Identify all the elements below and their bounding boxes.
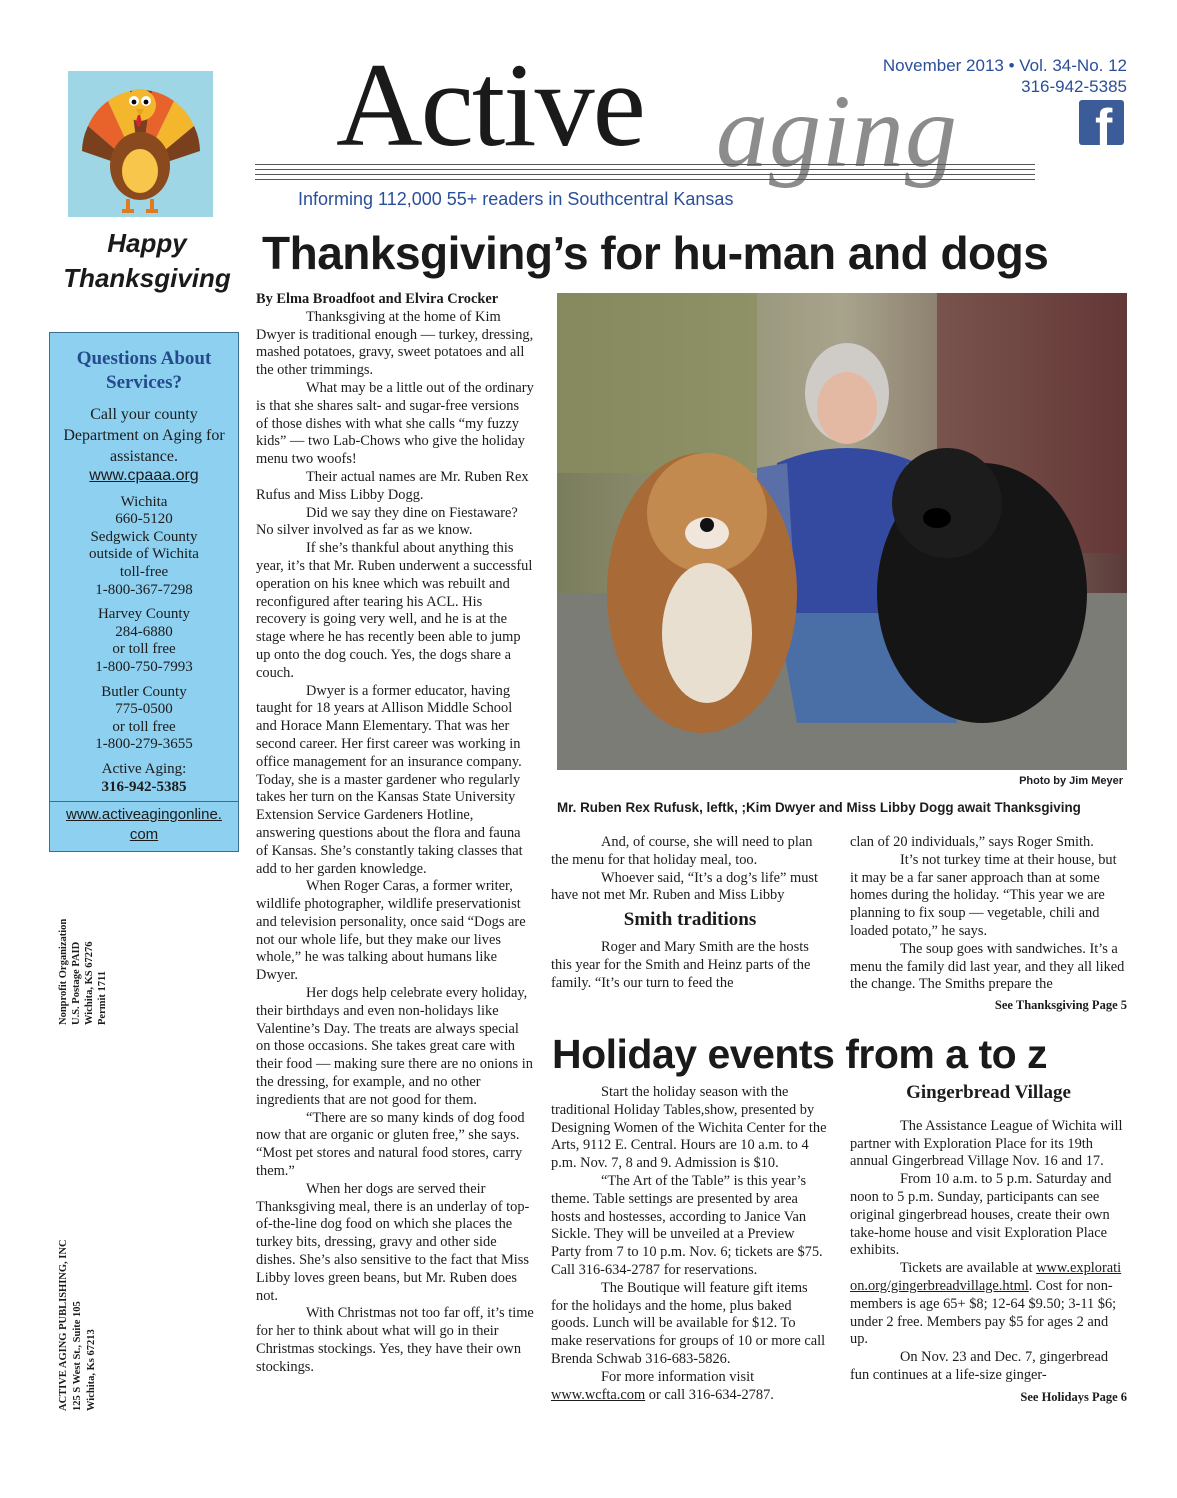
butler-contact	[50, 684, 238, 754]
paragraph: Start the holiday season with the traditional Holiday Tables,show, presented by Designing Women of the Wichita Center for the Arts, 9112 E. Central. Hours are 10 a.m. to 4 p.m. Nov. 7, 8 and 9. Admission is $10.	[551, 1084, 827, 1172]
paragraph: Whoever said, “It’s a dog’s life” must have not met Mr. Ruben and Miss Libby	[551, 869, 818, 904]
contact-line: outside of Wichita	[89, 546, 199, 563]
contact-line: or toll free	[112, 718, 176, 735]
story1-column-1	[256, 291, 534, 1377]
paragraph: If she’s thankful about anything this year, it’s that Mr. Ruben underwent a successful operation on his knee which was rebuilt and reconfigured after tearing his ACL. His recovery is going very well, and he is at the stage where he has recently been able to jump up onto the dog couch. Yes, the dogs share a couch.	[256, 540, 533, 681]
jump-line-holidays[interactable]: See Holidays Page 6	[1020, 1389, 1127, 1404]
postage-line: Wichita, KS 67276	[84, 941, 95, 1025]
postage-line: Permit 1711	[97, 971, 108, 1025]
subhead-smith-traditions: Smith traditions	[623, 909, 757, 931]
masthead-rule	[255, 174, 1035, 175]
paragraph: Roger and Mary Smith are the hosts this year for the Smith and Heinz parts of the family. “It’s our turn to feed the	[551, 938, 811, 991]
text-fragment: or call 316-634-2787.	[645, 1386, 774, 1403]
paragraph: It’s not turkey time at their house, but it may be a far saner approach than at some homes during the holiday. “This year we are planning to fix soup — vegetable, chili and loaded potato,” he says.	[850, 851, 1117, 939]
byline: By Elma Broadfoot and Elvira Crocker	[256, 291, 499, 307]
paragraph: From 10 a.m. to 5 p.m. Saturday and noon to 5 p.m. Sunday, participants can see original gingerbread houses, create their own take-home house and visit Exploration Place exhibits.	[850, 1171, 1112, 1259]
services-box	[49, 332, 239, 852]
contact-line: 1-800-750-7993	[95, 658, 193, 675]
paragraph: What may be a little out of the ordinary is that she shares salt- and sugar-free versions of those dishes with what she calls “my fuzzy kids” — two Lab-Chows who give the holiday menu two woofs!	[256, 379, 534, 468]
contact-line: 775-0500	[115, 701, 173, 718]
subhead-gingerbread-village: Gingerbread Village	[906, 1082, 1071, 1103]
paragraph	[551, 1369, 827, 1405]
paragraph: When Roger Caras, a former writer, wildlife photographer, wildlife preservationist and television personality, once said “Dogs are not our whole life, but they make our lives whole,” he was talking about humans like Dwyer.	[256, 878, 526, 984]
publisher-line: ACTIVE AGING PUBLISHING, INC	[58, 1239, 69, 1411]
issue-info: November 2013 • Vol. 34-No. 12	[882, 56, 1127, 75]
story-photo	[557, 293, 1127, 770]
wcfta-link[interactable]: www.wcfta.com	[551, 1386, 646, 1403]
text-fragment: . Cost for non-members is age 65+ $8; 12-64 $9.50; 3-11 $6; under 2 free. Members pay $5 for ages 2 and up.	[850, 1277, 1117, 1348]
paragraph	[850, 1260, 1127, 1349]
facebook-icon[interactable]	[1079, 100, 1124, 145]
text-fragment: Tickets are available at	[900, 1260, 1037, 1277]
paragraph: With Christmas not too far off, it’s time for her to think about what will go in their Christmas stockings. Yes, they have their own stockings.	[256, 1305, 534, 1375]
wichita-contact	[50, 494, 238, 600]
services-box-intro: Call your county Department on Aging for assistance.	[63, 406, 225, 465]
contact-line: 284-6880	[115, 623, 173, 640]
paragraph: clan of 20 individuals,” says Roger Smith.	[850, 834, 1094, 850]
facebook-glyph: f	[1095, 100, 1113, 145]
masthead-rule	[255, 164, 1035, 165]
contact-line: Wichita	[120, 493, 168, 510]
paragraph: The Boutique will feature gift items for the holidays and the home, plus baked goods. Lunch will be available for $12. To make reservations for groups of 10 or more call Brenda Schwab 316-683-5826.	[551, 1279, 826, 1367]
paragraph: Her dogs help celebrate every holiday, their birthdays and even non-holidays like Valentine’s Day. The treats are always special on those occasions. She takes great care with their food — making sure there are no onions in the dressing, for example, and no other ingredients that are not good for them.	[256, 985, 533, 1108]
harvey-contact	[50, 606, 238, 676]
masthead-script: aging	[716, 74, 958, 189]
story1-headline: Thanksgiving’s for hu-man and dogs	[262, 227, 1049, 279]
story2-headline: Holiday events from a to z	[552, 1031, 1048, 1077]
masthead-phone: 316-942-5385	[1021, 77, 1127, 96]
contact-line: 1-800-279-3655	[95, 736, 193, 753]
jump-line-thanksgiving[interactable]: See Thanksgiving Page 5	[994, 998, 1127, 1013]
paragraph: On Nov. 23 and Dec. 7, gingerbread fun continues at a life-size ginger-	[850, 1349, 1109, 1383]
turkey-clipart	[68, 71, 213, 217]
contact-line: Butler County	[101, 683, 187, 700]
postage-line: U.S. Postage PAID	[71, 941, 82, 1025]
contact-line: 660-5120	[115, 511, 173, 528]
exploration-link[interactable]: www.exploration.org/gingerbreadvillage.html	[850, 1260, 1122, 1294]
contact-line: or toll free	[112, 641, 176, 658]
publisher-address	[57, 1239, 99, 1411]
contact-line: Active Aging:	[101, 760, 187, 777]
contact-line: toll-free	[119, 563, 169, 580]
happy-thanksgiving	[52, 226, 242, 296]
story2-column-1	[551, 1084, 827, 1404]
photo-caption: Mr. Ruben Rex Rufusk, leftk, ;Kim Dwyer and Miss Libby Dogg await Thanksgiving	[557, 800, 1081, 815]
masthead-tagline: Informing 112,000 55+ readers in Southcentral Kansas	[298, 189, 734, 209]
masthead-rule	[255, 169, 1035, 170]
cpaaa-link[interactable]: www.cpaaa.org	[89, 467, 199, 484]
publisher-line: Wichita, Ks 67213	[86, 1329, 97, 1411]
paragraph: Dwyer is a former educator, having taught for 18 years at Allison Middle School and Horace Mann Elementary. That was her second career. Her first career was working in office management for an insurance company. Today, she is a master gardener who regularly takes her turn on the Kansas State University Extension Service Gardeners Hotline, answering questions about the flora and fauna of Kansas. She’s constantly taking classes that add to her garden knowledge.	[256, 682, 523, 877]
contact-line: Sedgwick County	[90, 528, 198, 545]
photo-credit: Photo by Jim Meyer	[1019, 775, 1123, 787]
contact-line: 1-800-367-7298	[95, 581, 193, 598]
photo-woman-with-dogs	[557, 293, 1127, 770]
paragraph: When her dogs are served their Thanksgiving meal, there is an underlay of top-of-the-line dog food on which she places the turkey bits, dressing, gravy and other side dishes. She’s also sensitive to the fact that Miss Libby loves green beans, but Mr. Ruben does not.	[256, 1180, 530, 1304]
active-aging-contact	[50, 761, 238, 796]
story2-column-2	[850, 1084, 1127, 1407]
paragraph: And, of course, she will need to plan the menu for that holiday meal, too.	[551, 834, 813, 868]
paragraph: The soup goes with sandwiches. It’s a menu the family did last year, and they all liked the change. The Smiths prepare the	[850, 940, 1125, 993]
paragraph: The Assistance League of Wichita will partner with Exploration Place for its 19th annual Gingerbread Village Nov. 16 and 17.	[850, 1117, 1123, 1170]
masthead-title: Active	[336, 38, 644, 171]
masthead-rule	[255, 179, 1035, 180]
story1-column-2	[551, 834, 829, 992]
turkey-icon	[68, 71, 213, 217]
contact-line: 316-942-5385	[101, 778, 187, 795]
services-box-title: Questions About Services?	[76, 348, 212, 393]
postage-line: Nonprofit Organization	[58, 918, 69, 1025]
contact-line: Harvey County	[97, 606, 191, 623]
postage-indicia	[57, 919, 109, 1025]
activeaging-link[interactable]	[50, 801, 238, 845]
paragraph: Thanksgiving at the home of Kim Dwyer is traditional enough — turkey, dressing, mashed potatoes, gravy, sweet potatoes and all the other trimmings.	[256, 308, 534, 379]
greeting-line: Thanksgiving	[63, 263, 231, 293]
story1-column-3	[850, 834, 1127, 1015]
greeting-line: Happy	[107, 228, 187, 258]
paragraph: Their actual names are Mr. Ruben Rex Rufus and Miss Libby Dogg.	[256, 468, 529, 503]
paragraph: “The Art of the Table” is this year’s theme. Table settings are presented by area hosts and hostesses, according to Janice Van Sickle. They will be unveiled at a Preview Party from 7 to 10 p.m. Nov. 6; tickets are $75. Call 316-634-2787 for reservations.	[551, 1172, 823, 1278]
paragraph: “There are so many kinds of dog food now that are organic or gluten free,” she says. “Most pet stores and natural food stores, carry them.”	[256, 1109, 525, 1180]
publisher-line: 125 S West St., Suite 105	[72, 1301, 83, 1411]
paragraph: Did we say they dine on Fiestaware? No silver involved as far as we know.	[256, 504, 518, 539]
text-fragment: For more information visit	[601, 1368, 755, 1385]
link-line: com	[129, 826, 159, 844]
link-line: www.activeagingonline.	[66, 806, 222, 824]
